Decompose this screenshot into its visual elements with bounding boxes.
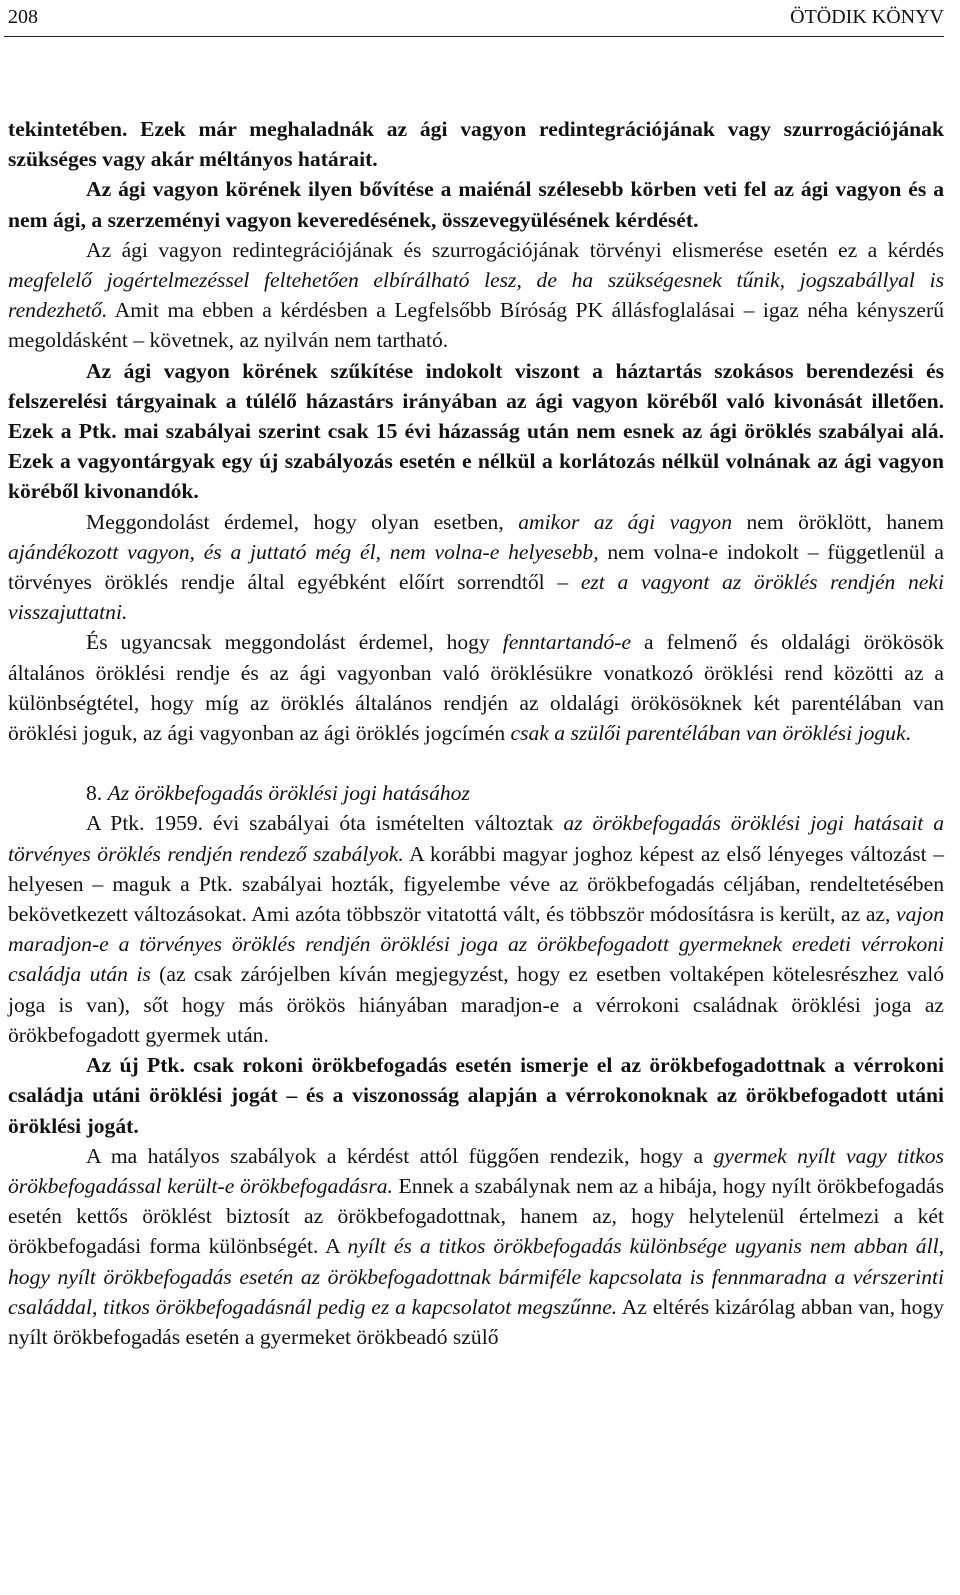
paragraph-9-text-a: A ma hatályos szabályok a kérdést attól függően rendezik, hogy a <box>86 1143 714 1168</box>
section-title: Az örökbefogadás öröklési jogi hatásához <box>107 781 470 806</box>
paragraph-7-text-e: (az csak zárójelben kíván megjegyzést, hogy ez esetben voltaképen kötelesrészhez való joga is van), sőt hogy más örökös hiányában maradjon-e a vérrokoni családnak öröklési joga az örökbefogadott gyermek után. <box>8 962 944 1047</box>
section-heading <box>8 778 944 808</box>
body-text <box>8 114 944 1352</box>
paragraph-9 <box>8 1141 944 1352</box>
paragraph-5-italic-d: ajándékozott vagyon, és a juttató még él, nem volna-e helyesebb, <box>8 539 599 564</box>
paragraph-6-italic-d: csak a szülői parentélában van öröklési joguk <box>510 721 906 746</box>
paragraph-6 <box>8 627 944 748</box>
paragraph-7-text-c: A korábbi magyar joghoz képest az első lényeges változást – helyesen – maguk a Ptk. szabályai hozták, figyelembe véve az örökbefogadás céljában, rendeltetésében bekövetkezett változásokat. Ami azóta többször vitatottá vált, és többször módosításra is került, az az, <box>8 841 945 927</box>
paragraph-4-bold-text: Az ági vagyon körének szűkítése indokolt viszont a háztartás szokásos berendezési és felszerelési tárgyainak a túlélő házastárs irányában az ági vagyon köréből való kivonását illetően. Ezek a Ptk. mai szabályai szerint csak 15 évi házasság után nem esnek az ági öröklés szabályai alá. Ezek a vagyontárgyak egy új szabályozás esetén e nélkül a korlátozás nélkül volnának az ági vagyon köréből kivonandók. <box>8 358 944 504</box>
paragraph-9-italic-d: nyílt és a titkos örökbefogadás különbsége ugyanis nem abban áll, hogy nyílt örökbefogadás esetén az örökbefogadottnak bármiféle kapcsolata is fennmaradna a vérszerinti családdal, titkos örökbefogadásnál pedig ez a kapcsolatot megszűnne. <box>8 1234 944 1319</box>
paragraph-2 <box>8 174 944 234</box>
paragraph-2-bold-text: Az ági vagyon körének ilyen bővítése a maiénál szélesebb körben veti fel az ági vagyon és a nem ági, a szerzeményi vagyon keveredésének, összevegyülésének kérdését. <box>8 177 944 232</box>
paragraph-5-text-e: nem volna-e indokolt – függetlenül a törvényes öröklés rendje által egyébként előírt sorrendtől – <box>8 539 945 595</box>
paragraph-9-text-c: Ennek a szabálynak nem az a hibája, hogy nyílt örökbefogadás esetén kettős öröklést biztosít az örökbefogadottnak, hanem az, hogy helytelenül értelmezi a két örökbefogadási forma különbségét. A <box>8 1173 944 1259</box>
paragraph-7-italic-d: vajon maradjon-e a törvényes öröklés rendjén öröklési joga az örökbefogadott gyermeknek eredeti vérrokoni családja után is <box>8 902 944 987</box>
paragraph-7-text-a: A Ptk. 1959. évi szabályai óta ismételten változtak <box>86 811 564 836</box>
paragraph-1-bold-text: tekintetében. Ezek már meghaladnák az ági vagyon redintegrációjának vagy szurrogációjának szükséges vagy akár méltányos határait. <box>8 117 944 172</box>
paragraph-7-italic-b: az örökbefogadás öröklési jogi hatásait a törvényes öröklés rendjén rendező szabályok. <box>8 811 944 866</box>
paragraph-3-text-a: Az ági vagyon redintegrációjának és szurrogációjának törvényi elismerése esetén ez a kérdés <box>86 237 944 262</box>
running-title: ÖTÖDIK KÖNYV <box>790 5 944 28</box>
page-number: 208 <box>8 5 38 28</box>
page-header <box>8 4 944 30</box>
paragraph-6-italic-b: fenntartandó-e <box>502 630 632 655</box>
paragraph-5-italic-f: ezt a vagyont az öröklés rendjén neki visszajuttatni. <box>8 570 944 625</box>
paragraph-9-italic-b: gyermek nyílt vagy titkos örökbefogadással került-e örökbefogadásra. <box>8 1143 944 1198</box>
paragraph-4 <box>8 356 944 507</box>
paragraph-5-italic-b: amikor az ági vagyon <box>518 509 733 534</box>
section-number: 8. <box>86 781 108 806</box>
paragraph-3 <box>8 235 944 356</box>
paragraph-5-text-a: Meggondolást érdemel, hogy olyan esetben, <box>86 509 519 534</box>
paragraph-5-text-c: nem öröklött, hanem <box>732 509 944 534</box>
paragraph-9-text-e: Az eltérés kizárólag abban van, hogy nyílt örökbefogadás esetén a gyermeket örökbeadó szülő <box>8 1294 944 1349</box>
paragraph-7 <box>8 808 944 1050</box>
paragraph-8-bold-text: Az új Ptk. csak rokoni örökbefogadás esetén ismerje el az örökbefogadottnak a vérrokoni családja utáni öröklési jogát – és a viszonosság alapján a vérrokonoknak az örökbefogadott utáni öröklési jogát. <box>8 1053 944 1138</box>
paragraph-5 <box>8 507 944 628</box>
header-rule <box>4 36 944 37</box>
paragraph-3-text-c: Amit ma ebben a kérdésben a Legfelsőbb Bíróság PK állásfoglalásai – igaz néha kényszerű megoldásként – követnek, az nyilván nem tartható. <box>8 298 944 353</box>
paragraph-1 <box>8 114 944 174</box>
paragraph-3-italic: megfelelő jogértelmezéssel feltehetően elbírálható lesz, de ha szükségesnek tűnik, jogszabállyal is rendezhető. <box>8 268 944 323</box>
paragraph-8 <box>8 1050 944 1141</box>
paragraph-6-text-a: És ugyancsak meggondolást érdemel, hogy <box>86 630 503 655</box>
paragraph-6-text-e: . <box>905 721 911 746</box>
paragraph-6-text-c: a felmenő és oldalági örökösök általános öröklési rendje és az ági vagyonban való öröklésükre vonatkozó öröklési rend közötti az a különbségtétel, hogy míg az öröklés általános rendjén az oldalági örökösöknek két parentélában van öröklési joguk, az ági vagyonban az ági öröklés jogcímén <box>8 630 944 746</box>
